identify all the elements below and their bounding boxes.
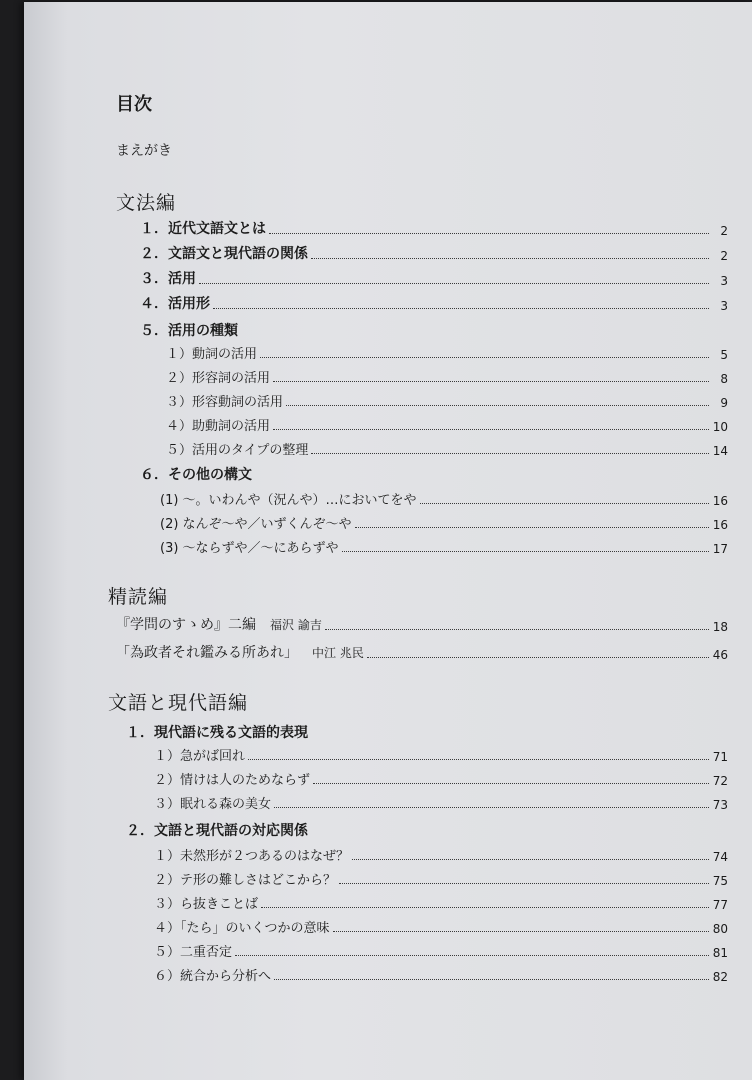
- entry-page: 10: [712, 420, 728, 434]
- toc-sheet: [24, 2, 752, 1080]
- entry-label: ５）活用のタイプの整理: [166, 443, 309, 458]
- section-reading-title: 精読編: [108, 586, 169, 608]
- leader-dots: [311, 258, 709, 259]
- leader-dots: [325, 629, 709, 630]
- toc-entry: [166, 390, 728, 410]
- toc-entry: [154, 844, 728, 864]
- entry-label: [116, 642, 364, 662]
- entry-page: 5: [720, 348, 728, 362]
- work-author: 中江 兆民: [312, 646, 364, 660]
- entry-page: 73: [712, 798, 728, 812]
- toc-entry: [140, 218, 728, 238]
- leader-dots: [199, 283, 709, 284]
- leader-dots: [339, 883, 709, 884]
- leader-dots: [367, 657, 709, 658]
- leader-dots: [274, 979, 709, 980]
- entry-page: 16: [712, 494, 728, 508]
- entry-page: 46: [712, 648, 728, 662]
- entry-label: １）動詞の活用: [166, 347, 258, 362]
- toc-title: 目次: [116, 94, 152, 115]
- toc-entry: [154, 768, 728, 788]
- toc-entry: [140, 243, 728, 263]
- work-title: 『学問のすゝめ』二編: [116, 617, 256, 633]
- toc-entry: [160, 512, 728, 532]
- toc-entry: [116, 614, 728, 634]
- entry-label: １）未然形が２つあるのはなぜ？: [154, 849, 350, 864]
- entry-page: 80: [712, 922, 728, 936]
- toc-entry: [116, 642, 728, 662]
- toc-entry: [154, 916, 728, 936]
- entry-label: [116, 614, 322, 634]
- entry-page: 82: [712, 970, 728, 984]
- leader-dots: [273, 381, 709, 382]
- toc-entry: [166, 438, 728, 458]
- leader-dots: [286, 405, 709, 406]
- entry-page: 8: [720, 372, 728, 386]
- leader-dots: [342, 551, 709, 552]
- preface-entry: まえがき: [116, 143, 172, 159]
- entry-page: 16: [712, 518, 728, 532]
- entry-page: 18: [712, 620, 728, 634]
- leader-dots: [313, 783, 709, 784]
- leader-dots: [420, 503, 709, 504]
- leader-dots: [235, 955, 709, 956]
- entry-page: 2: [720, 224, 728, 238]
- section-grammar-title: 文法編: [116, 192, 177, 214]
- toc-entry: [140, 268, 728, 288]
- entry-label: ４）助動詞の活用: [166, 419, 271, 434]
- work-author: 福沢 諭吉: [270, 618, 322, 632]
- entry-label: ５）二重否定: [154, 945, 233, 960]
- section-modern-title: 文語と現代語編: [108, 692, 249, 714]
- entry-label: ６）統合から分析へ: [154, 969, 272, 984]
- toc-entry: [160, 488, 728, 508]
- subsection-heading: １．現代語に残る文語的表現: [126, 725, 308, 741]
- toc-entry: [154, 792, 728, 812]
- entry-label: ２．文語文と現代語の関係: [140, 246, 308, 262]
- toc-entry: [140, 293, 728, 313]
- entry-page: 74: [712, 850, 728, 864]
- entry-label: ２）形容詞の活用: [166, 371, 271, 386]
- leader-dots: [260, 357, 709, 358]
- entry-label: ４）「たら」のいくつかの意味: [154, 921, 330, 936]
- leader-dots: [261, 907, 709, 908]
- entry-page: 71: [712, 750, 728, 764]
- subsection-heading: ５．活用の種類: [140, 323, 238, 339]
- toc-entry: [166, 414, 728, 434]
- book-page: [24, 2, 752, 1080]
- leader-dots: [355, 527, 709, 528]
- leader-dots: [248, 759, 709, 760]
- leader-dots: [311, 453, 709, 454]
- leader-dots: [269, 233, 709, 234]
- toc-entry: [154, 940, 728, 960]
- entry-page: 2: [720, 249, 728, 263]
- entry-page: 3: [720, 299, 728, 313]
- entry-label: (1) ～。いわんや（況んや）…においてをや: [160, 493, 417, 508]
- entry-page: 3: [720, 274, 728, 288]
- toc-entry: [160, 536, 728, 556]
- entry-page: 14: [712, 444, 728, 458]
- entry-page: 75: [712, 874, 728, 888]
- entry-page: 17: [712, 542, 728, 556]
- entry-page: 72: [712, 774, 728, 788]
- leader-dots: [274, 807, 709, 808]
- subsection-heading: ２．文語と現代語の対応関係: [126, 823, 308, 839]
- toc-entry: [154, 744, 728, 764]
- entry-label: ３）ら抜きことば: [154, 897, 259, 912]
- entry-page: 9: [720, 396, 728, 410]
- subsection-heading: ６．その他の構文: [140, 467, 252, 483]
- leader-dots: [352, 859, 709, 860]
- work-title: 「為政者それ鑑みる所あれ」: [116, 645, 298, 661]
- entry-label: ３）形容動詞の活用: [166, 395, 284, 410]
- toc-entry: [166, 366, 728, 386]
- leader-dots: [333, 931, 709, 932]
- entry-label: ４．活用形: [140, 296, 210, 312]
- entry-label: ３）眠れる森の美女: [154, 797, 272, 812]
- entry-label: (2) なんぞ～や／いずくんぞ～や: [160, 517, 352, 532]
- entry-page: 77: [712, 898, 728, 912]
- entry-label: ２）情けは人のためならず: [154, 773, 311, 788]
- entry-label: １．近代文語文とは: [140, 221, 266, 237]
- entry-label: １）急がば回れ: [154, 749, 246, 764]
- leader-dots: [273, 429, 709, 430]
- entry-label: ３．活用: [140, 271, 196, 287]
- toc-entry: [154, 892, 728, 912]
- entry-label: ２）テ形の難しさはどこから？: [154, 873, 337, 888]
- toc-entry: [154, 868, 728, 888]
- leader-dots: [213, 308, 709, 309]
- toc-entry: [154, 964, 728, 984]
- entry-page: 81: [712, 946, 728, 960]
- entry-label: (3) ～ならずや／～にあらずや: [160, 541, 339, 556]
- toc-entry: [166, 342, 728, 362]
